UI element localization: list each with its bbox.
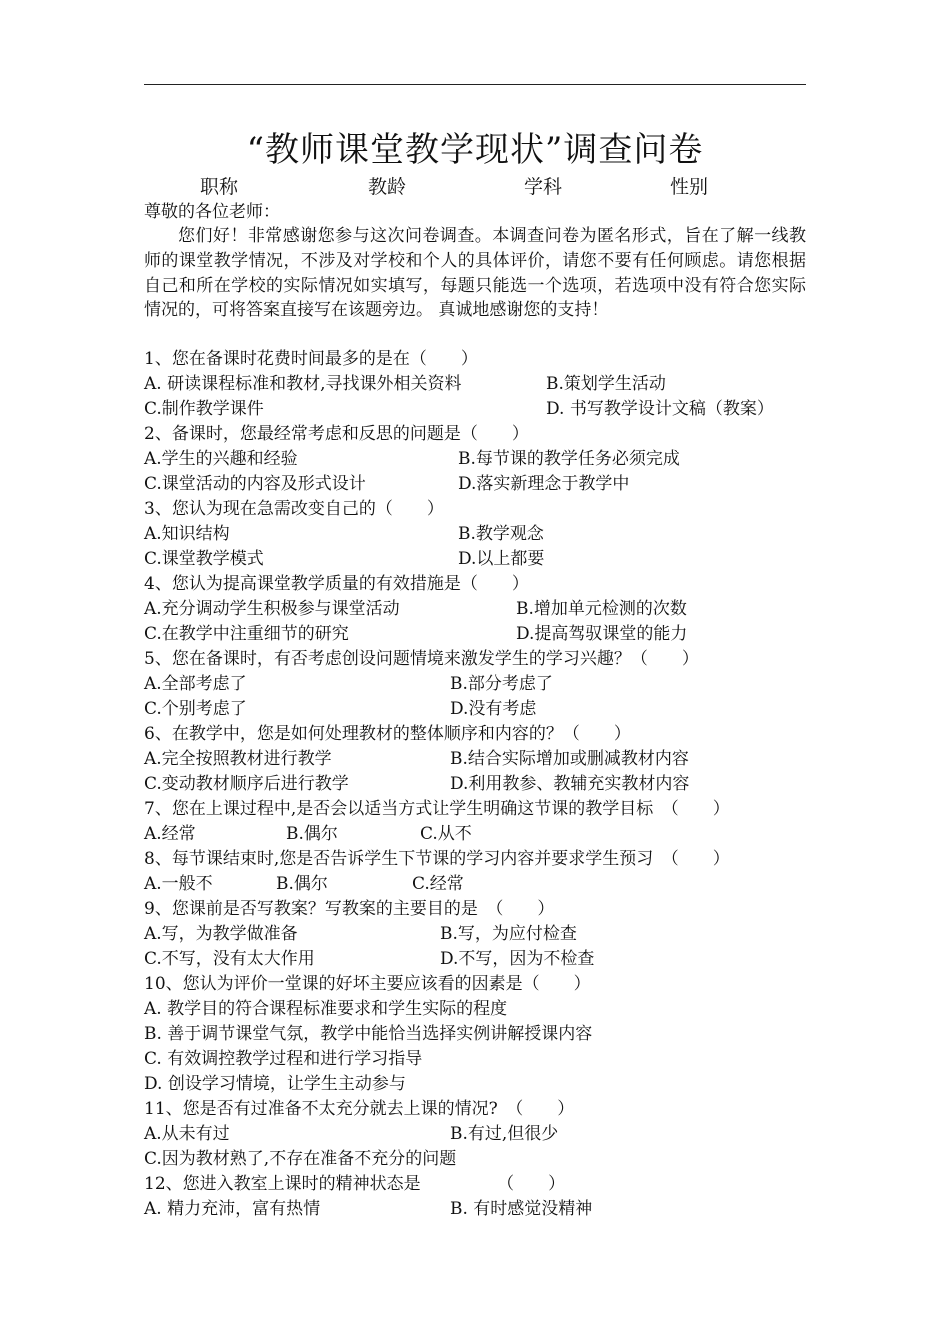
question-6: 6、在教学中，您是如何处理教材的整体顺序和内容的？（ ） — [144, 724, 631, 744]
option-10c: C. 有效调控教学过程和进行学习指导 — [144, 1049, 423, 1069]
option-5b: B.部分考虑了 — [450, 674, 553, 694]
option-8b: B.偶尔 — [276, 874, 328, 894]
option-8c: C.经常 — [412, 874, 464, 894]
option-4d: D.提高驾驭课堂的能力 — [516, 624, 688, 644]
option-11a: A.从未有过 — [144, 1124, 230, 1144]
option-9b: B.写，为应付检查 — [440, 924, 577, 944]
option-1c: C.制作教学课件 — [144, 399, 264, 419]
option-11c: C.因为教材熟了,不存在准备不充分的问题 — [144, 1149, 457, 1169]
question-4: 4、您认为提高课堂教学质量的有效措施是（ ） — [144, 574, 529, 594]
option-12a: A. 精力充沛，富有热情 — [144, 1199, 321, 1219]
option-3c: C.课堂教学模式 — [144, 549, 264, 569]
option-4b: B.增加单元检测的次数 — [516, 599, 687, 619]
option-6c: C.变动教材顺序后进行教学 — [144, 774, 349, 794]
option-4a: A.充分调动学生积极参与课堂活动 — [144, 599, 400, 619]
intro-paragraph: 您们好！非常感谢您参与这次问卷调查。本调查问卷为匿名形式，旨在了解一线教师的课堂教学情况，不涉及对学校和个人的具体评价，请您不要有任何顾虑。请您根据自己和所在学校的实际情况如实填写，每题只能选一个选项，若选项中没有符合您实际情况的，可将答案直接写在该题旁边。 真诚地感谢您的支持！ — [144, 226, 806, 321]
question-9: 9、您课前是否写教案？写教案的主要目的是 （ ） — [144, 899, 555, 919]
page-title: “教师课堂教学现状”调查问卷 — [246, 130, 704, 170]
question-11: 11、您是否有过准备不太充分就去上课的情况? （ ） — [144, 1099, 575, 1119]
option-2d: D.落实新理念于教学中 — [458, 474, 630, 494]
question-1: 1、您在备课时花费时间最多的是在（ ） — [144, 349, 478, 369]
option-1d: D. 书写教学设计文稿（教案） — [546, 399, 774, 419]
option-7b: B.偶尔 — [286, 824, 338, 844]
option-12b: B. 有时感觉没精神 — [450, 1199, 593, 1219]
question-8: 8、每节课结束时,您是否告诉学生下节课的学习内容并要求学生预习 （ ） — [144, 849, 730, 869]
option-2c: C.课堂活动的内容及形式设计 — [144, 474, 366, 494]
option-5c: C.个别考虑了 — [144, 699, 247, 719]
question-3: 3、您认为现在急需改变自己的（ ） — [144, 499, 444, 519]
question-2: 2、备课时，您最经常考虑和反思的问题是（ ） — [144, 424, 529, 444]
option-3d: D.以上都要 — [458, 549, 545, 569]
option-4c: C.在教学中注重细节的研究 — [144, 624, 349, 644]
info-field-years: 教龄 — [368, 176, 407, 198]
option-11b: B.有过,但很少 — [450, 1124, 559, 1144]
greeting: 尊敬的各位老师： — [144, 202, 280, 222]
option-7a: A.经常 — [144, 824, 196, 844]
info-field-subject: 学科 — [524, 176, 563, 198]
header-rule — [144, 84, 806, 85]
option-6b: B.结合实际增加或删减教材内容 — [450, 749, 689, 769]
question-7: 7、您在上课过程中,是否会以适当方式让学生明确这节课的教学目标 （ ） — [144, 799, 730, 819]
option-2a: A.学生的兴趣和经验 — [144, 449, 298, 469]
option-1b: B.策划学生活动 — [546, 374, 666, 394]
info-field-title: 职称 — [200, 176, 239, 198]
option-9a: A.写，为教学做准备 — [144, 924, 298, 944]
option-5d: D.没有考虑 — [450, 699, 537, 719]
option-1a: A. 研读课程标准和教材,寻找课外相关资料 — [144, 374, 462, 394]
option-6d: D.利用教参、教辅充实教材内容 — [450, 774, 690, 794]
option-2b: B.每节课的教学任务必须完成 — [458, 449, 680, 469]
option-7c: C.从不 — [420, 824, 472, 844]
option-9c: C.不写，没有太大作用 — [144, 949, 315, 969]
question-10: 10、您认为评价一堂课的好坏主要应该看的因素是（ ） — [144, 974, 591, 994]
option-10a: A. 教学目的符合课程标准要求和学生实际的程度 — [144, 999, 508, 1019]
option-6a: A.完全按照教材进行教学 — [144, 749, 332, 769]
info-field-gender: 性别 — [670, 176, 709, 198]
option-3b: B.教学观念 — [458, 524, 544, 544]
option-3a: A.知识结构 — [144, 524, 230, 544]
question-5: 5、您在备课时，有否考虑创设问题情境来激发学生的学习兴趣？（ ） — [144, 649, 699, 669]
option-10b: B. 善于调节课堂气氛，教学中能恰当选择实例讲解授课内容 — [144, 1024, 593, 1044]
question-12: 12、您进入教室上课时的精神状态是 （ ） — [144, 1174, 566, 1194]
option-8a: A.一般不 — [144, 874, 213, 894]
option-10d: D. 创设学习情境，让学生主动参与 — [144, 1074, 406, 1094]
option-9d: D.不写，因为不检查 — [440, 949, 595, 969]
option-5a: A.全部考虑了 — [144, 674, 247, 694]
